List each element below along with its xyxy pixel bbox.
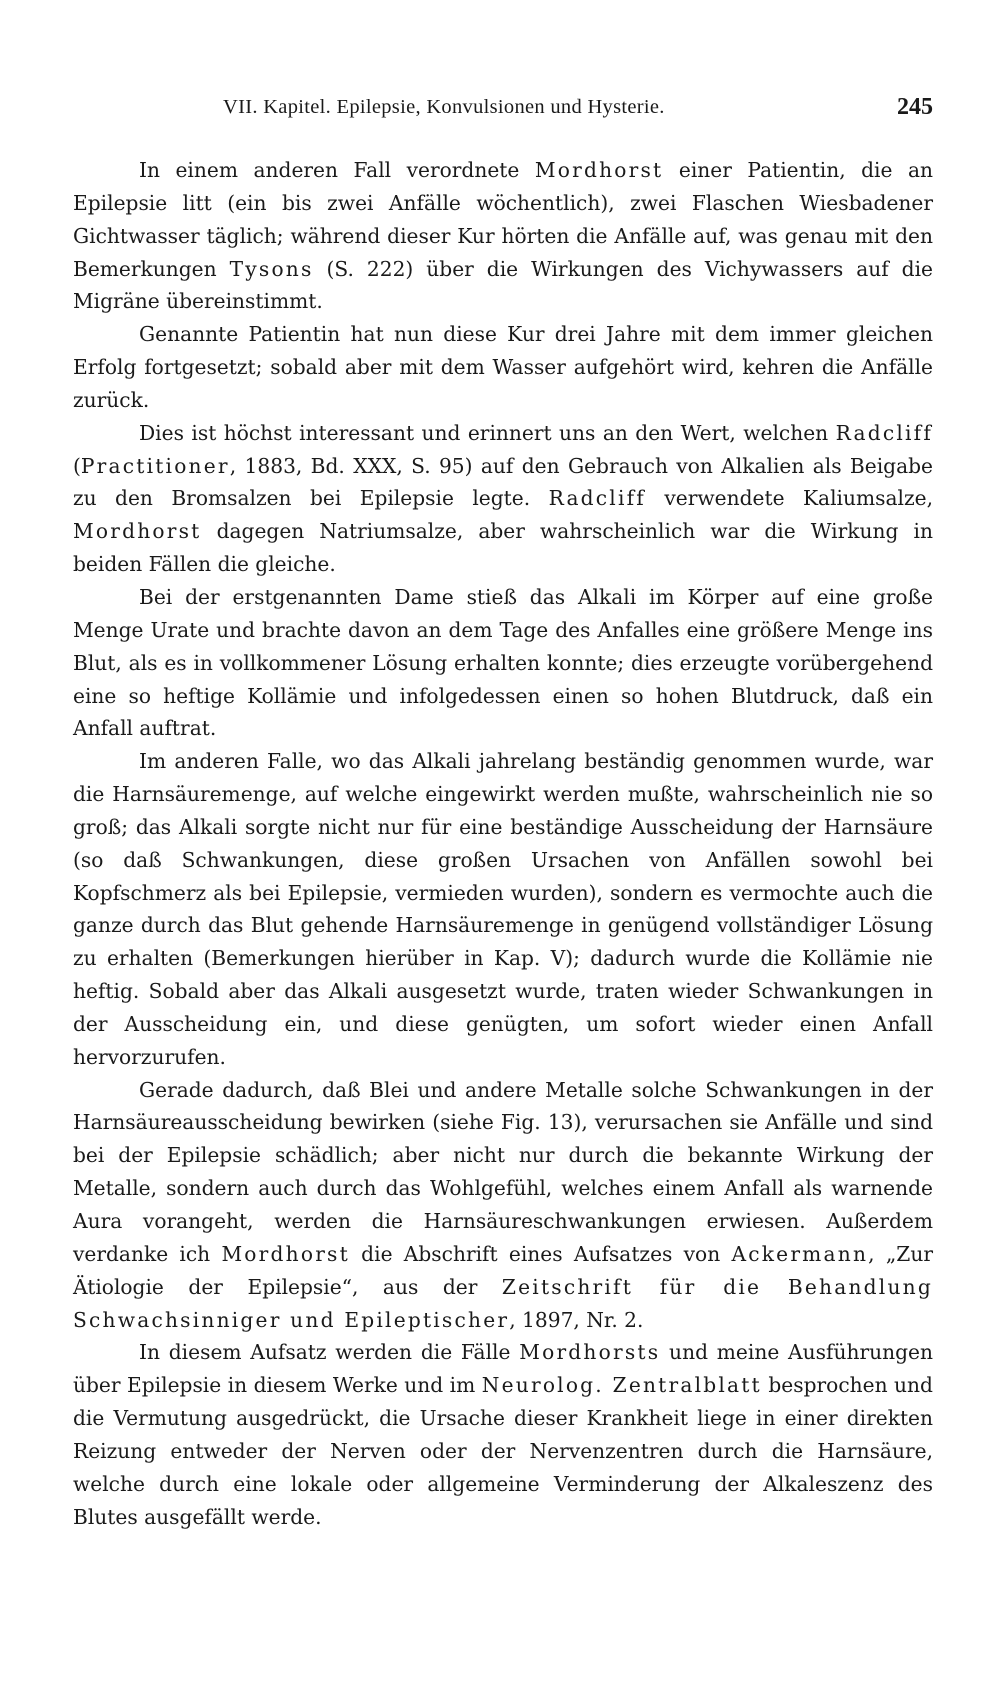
spaced-emphasis: Mordhorst — [73, 519, 202, 544]
text-run: einer Patientin, die an Epilepsie litt (ein bis zwei Anfälle wöchentlich), zwei Flaschen Wiesbadener Gichtwasser täglich; während dieser Kur hörten die Anfälle auf, was genau mit den Bemerkungen — [73, 158, 933, 281]
spaced-emphasis: Mordhorst — [221, 1241, 350, 1266]
text-run: besprochen und die Vermutung ausgedrückt, die Ursache dieser Krankheit liege in einer direkten Reizung entweder der Nerven oder der Nervenzentren durch die Harnsäure, welche durch eine lokale oder allgemeine Verminderung der Alkaleszenz des Blutes ausgefällt werde. — [73, 1373, 933, 1529]
running-head — [73, 96, 933, 126]
text-run: verwendete Kaliumsalze, — [645, 486, 933, 511]
paragraph — [73, 1336, 933, 1533]
text-run: , 1883, Bd. XXX, S. 95) auf den Gebrauch von Alkalien als Beigabe zu den Bromsalzen bei Epilepsie legte. — [73, 453, 933, 511]
text-run: In einem anderen Fall verordnete — [139, 158, 535, 182]
text-run: Bei der erstgenannten Dame stieß das Alkali im Körper auf eine große Menge Urate und brachte davon an dem Tage des Anfalles eine größere Menge ins Blut, als es in vollkommener Lösung erhalten konnte; dies erzeugte vorübergehend eine so heftige Kollämie und infolgedessen einen so hohen Blutdruck, daß ein Anfall auftrat. — [73, 584, 933, 741]
body-text — [73, 154, 933, 1533]
spaced-emphasis: Mordhorsts — [519, 1340, 661, 1365]
text-run: Gerade dadurch, daß Blei und andere Metalle solche Schwankungen in der Harnsäureausscheidung bewirken (siehe Fig. 13), verursachen sie Anfälle und sind bei der Epilepsie schädlich; aber nicht nur durch die bekannte Wirkung der Metalle, sondern auch durch das Wohlgefühl, welches einem Anfall als warnende Aura vorangeht, werden die Harnsäureschwankungen erwiesen. Außerdem verdanke ich — [73, 1077, 933, 1266]
paragraph — [73, 417, 933, 581]
spaced-emphasis: Neurolog. Zentralblatt — [481, 1373, 762, 1398]
text-run: (S. 222) über die Wirkungen des Vichywassers auf die Migräne übereinstimmt. — [73, 256, 934, 314]
spaced-emphasis: Tysons — [229, 256, 314, 281]
paragraph — [73, 581, 933, 745]
spaced-emphasis: Radcliff — [548, 486, 646, 511]
text-run: ( — [73, 453, 81, 478]
text-run: und meine Ausführungen über Epilepsie in diesem Werke und im — [73, 1340, 933, 1398]
text-run: In diesem Aufsatz werden die Fälle — [139, 1340, 520, 1365]
text-run: , 1897, Nr. 2. — [509, 1307, 644, 1332]
paragraph — [73, 318, 933, 417]
text-run: dagegen Natriumsalze, aber wahrscheinlich war die Wirkung in beiden Fällen die gleiche. — [73, 519, 933, 577]
text-run: die Abschrift eines Aufsatzes von — [349, 1241, 732, 1266]
spaced-emphasis: Practitioner — [80, 453, 230, 478]
text-run: Im anderen Falle, wo das Alkali jahrelang beständig genommen wurde, war die Harnsäuremenge, auf welche eingewirkt werden mußte, wahrscheinlich nie so groß; das Alkali sorgte nicht nur für eine beständige Ausscheidung der Harnsäure (so daß Schwankungen, diese großen Ursachen von Anfällen sowohl bei Kopfschmerz als bei Epilepsie, vermieden wurden), sondern es vermochte auch die ganze durch das Blut gehende Harnsäuremenge in genügend vollständiger Lösung zu erhalten (Bemerkungen hierüber in Kap. V); dadurch wurde die Kollämie nie heftig. Sobald aber das Alkali ausgesetzt wurde, traten wieder Schwankungen in der Ausscheidung ein, und diese genügten, um sofort wieder einen Anfall hervorzurufen. — [73, 749, 933, 1069]
text-run: Dies ist höchst interessant und erinnert uns an den Wert, welchen — [139, 420, 836, 445]
spaced-emphasis: Mordhorst — [534, 158, 664, 182]
text-run: Genannte Patientin hat nun diese Kur drei Jahre mit dem immer gleichen Erfolg fortgesetzt; sobald aber mit dem Wasser aufgehört wird, kehren die Anfälle zurück. — [73, 322, 933, 412]
page-number: 245 — [897, 94, 933, 120]
paragraph — [73, 154, 933, 318]
spaced-emphasis: Ackermann — [731, 1241, 869, 1266]
paragraph — [73, 745, 933, 1073]
spaced-emphasis: Zeitschrift für die Behandlung Schwachsinniger und Epileptischer — [73, 1274, 933, 1332]
paragraph — [73, 1074, 933, 1337]
running-title: VII. Kapitel. Epilepsie, Konvulsionen und Hysterie. — [223, 96, 665, 118]
spaced-emphasis: Radcliff — [835, 420, 933, 445]
text-run: , „Zur Ätiologie der Epilepsie“, aus der — [73, 1241, 933, 1299]
